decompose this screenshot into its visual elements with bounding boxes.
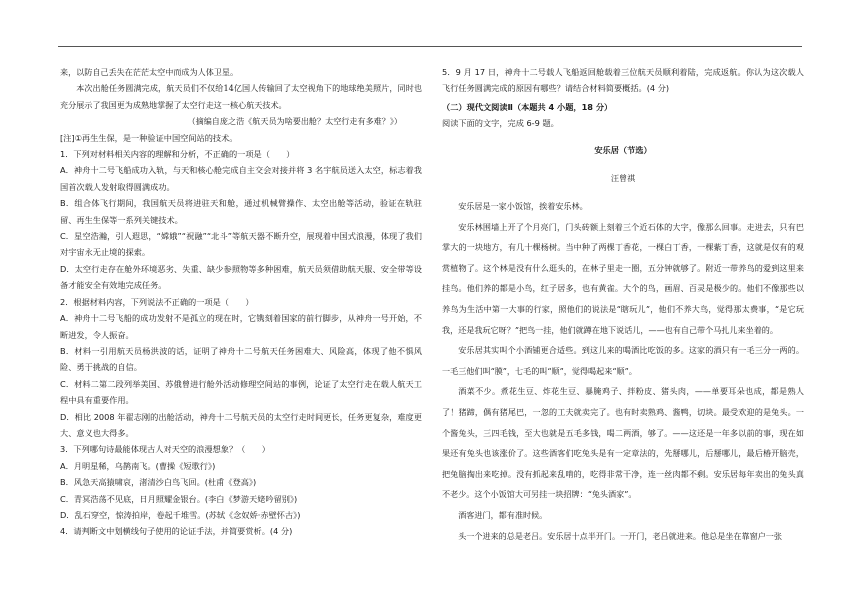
question-2-option-d: D．相比 2008 年翟志刚的出舱活动，神舟十二号航天员的太空行走时间更长，任务更复杂，难度更大、意义也大得多。 (60, 411, 422, 438)
question-1: 1．下列对材料相关内容的理解和分析，不正确的一项是（ ） (60, 149, 295, 160)
question-2-option-c: C．材料二第二段列举美国、苏俄曾进行舱外活动修理空间站的事例，论证了太空行走在载人航天工程中具有重要作用。 (60, 378, 422, 406)
story-paragraph-6: 头一个进来的总是老吕。安乐居十点半开门。一开门，老吕就进来。他总是坐在靠窗户一张 (458, 530, 782, 541)
left-column (60, 64, 422, 540)
question-1-option-b: B．组合体飞行期间，我国航天员将进驻天和舱，通过机械臂操作、太空出舱等活动，验证在轨驻留、再生生保等一系列关键技术。 (60, 198, 422, 225)
story-paragraph-2: 安乐林围墙上开了个月亮门，门头砖额上刻着三个近石体的大字，像那么回事。走进去，只有巴掌大的一块地方，有几十棵杨树。当中种了两棵丁香花，一棵白丁香，一棵紫丁香，这就是仅有的观赏植物了。这个林是没有什么逛头的，在林子里走一圈，五分钟就够了。附近一带养鸟的爱到这里来挂鸟。他们养的都是小鸟，红子居多，也有黄雀。大个的鸟，画眉、百灵是极少的。他们不像那些以养鸟为生活中第一大事的行家，照他们的说法是“瞎玩儿”，他们不养大鸟，觉得那太费事，“是它玩我，还是我玩它呀？”把鸟一挂，他们就蹲在地下说话儿，——也有自己带个马扎儿来坐着的。 (442, 221, 804, 335)
passage-source: （摘编自庞之浩《航天员为啥要出舱？太空行走有多难？》） (187, 116, 402, 127)
story-title: 安乐居（节选） (594, 144, 652, 155)
question-3: 3．下列哪句诗最能体现古人对天空的浪漫想象？（ ） (60, 444, 270, 455)
question-2-option-b: B．材料一引用航天员杨洪波的话，证明了神舟十二号航天任务困难大、风险高，体现了他不惧风险、勇于挑战的自信。 (60, 345, 422, 373)
question-3-option-d: D．乱石穿空，惊涛拍岸，卷起千堆雪。(苏轼《念奴娇·赤壁怀古》) (60, 509, 301, 520)
question-1-option-c: C．星空浩瀚，引人遐思，“嫦娥”“祝融”“北斗”等航天器不断升空，展现着中国式浪漫，体现了我们对宇宙永无止境的探索。 (60, 231, 422, 258)
question-1-option-d: D．太空行走存在舱外环境恶劣、失重、缺少参照物等多种困难，航天员须借助航天服、安全带等设备才能安全有效地完成任务。 (60, 263, 422, 291)
footnote: [注]①再生生保，是一种验证中国空间站的技术。 (60, 132, 238, 143)
story-author: 汪曾祺 (610, 173, 636, 183)
question-3-option-c: C．青冥浩荡不见底，日月照耀金银台。(李白《梦游天姥吟留别》) (60, 493, 298, 504)
section-heading: （二）现代文阅读Ⅱ（本题共 4 小题，18 分） (442, 101, 613, 112)
section-instruction: 阅读下面的文字，完成 6-9 题。 (442, 118, 559, 129)
question-3-option-b: B．风急天高猿啸哀，渚清沙白鸟飞回。(杜甫《登高》) (60, 477, 257, 488)
passage-conclusion: 本次出舱任务圆满完成，航天员们不仅给14亿国人传输回了太空视角下的地球绝美照片，同时也充分展示了我国更为成熟地掌握了太空行走这一核心航天技术。 (60, 83, 422, 110)
question-3-option-a: A．月明星稀，乌鹊南飞。(曹操《短歌行》) (60, 460, 216, 471)
story-paragraph-4: 酒菜不少。煮花生豆、炸花生豆、暴腌鸡子、拌粉皮、猪头肉，——单要耳朵也成，都是熟人了！猪蹄，偶有猪尾巴，一忽的工夫就卖完了。也有时卖熟鸡、酱鸭，切块。最受欢迎的是兔头。一个酱兔头，三四毛钱，至大也就是五毛多钱，喝二两酒，够了。——这还是一年多以前的事，现在如果还有兔头也该涨价了。这些酒客们吃兔头是有一定章法的，先掰哪儿，后掰哪儿，最后椿开脑壳，把兔脑掏出来吃掉。没有抓起来乱啃的，吃得非常干净，连一丝肉都不剩。安乐居每年卖出的兔头真不老少。这个小饭馆大可另挂一块招牌：“兔头酒家”。 (442, 386, 804, 500)
question-1-option-a: A．神舟十二号飞船成功入轨，与天和核心舱完成自主交会对接并将 3 名宇航员送入太空，标志着我国首次载人发射取得圆满成功。 (60, 165, 422, 192)
right-column (442, 64, 804, 546)
question-2-option-a: A．神舟十二号飞船的成功发射不是孤立的现在时，它镌刻着国家的前行脚步，从神舟一号开始，不断进发，令人振奋。 (60, 313, 422, 340)
header-rule (58, 46, 802, 47)
question-4: 4．请判断文中划横线句子使用的论证手法，并简要赏析。(4 分) (60, 526, 293, 537)
story-paragraph-5: 酒客进门，都有准时候。 (458, 510, 548, 520)
passage-continuation: 来，以防自己丢失在茫茫太空中而成为人体卫星。 (60, 67, 239, 77)
story-paragraph-1: 安乐居是一家小饭馆，挨着安乐林。 (458, 201, 588, 212)
question-2: 2．根据材料内容，下列说法不正确的一项是（ ） (60, 296, 254, 307)
story-paragraph-3: 安乐居其实叫个小酒铺更合适些。到这儿来的喝酒比吃饭的多。这家的酒只有一毛三分一两的。一毛三他们叫“膜”，七毛的叫“顺”，觉得喝起来“顺”。 (442, 345, 804, 376)
question-5: 5．9 月 17 日，神舟十二号载人飞船返回舱载着三位航天员顺利着陆，完成返航。你认为这次载人飞行任务圆满完成的原因有哪些？请结合材料简要概括。(4 分) (442, 67, 804, 94)
